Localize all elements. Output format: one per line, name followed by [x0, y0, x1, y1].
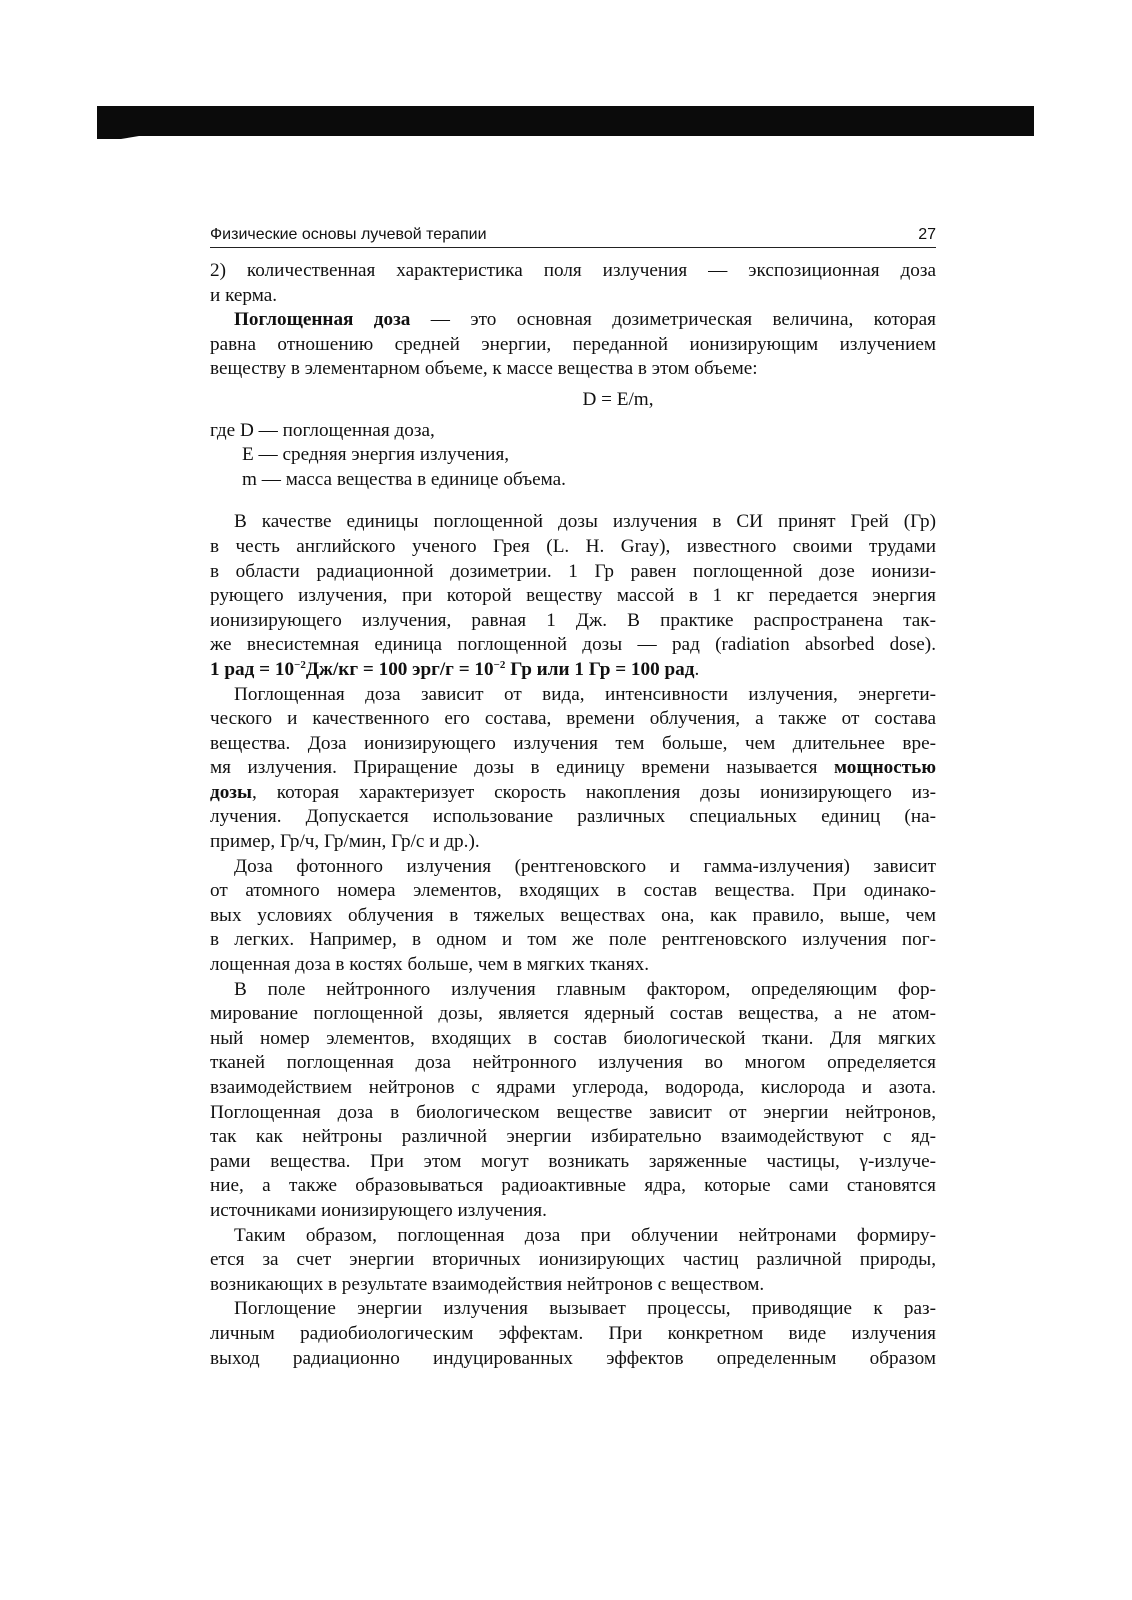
body-text: [210, 259, 936, 1371]
text-line: личным радиобиологическим эффектам. При конкретном виде излучения: [210, 1322, 936, 1344]
text-line: рующего излучения, при которой веществу массой в 1 кг передается энергия: [210, 585, 936, 607]
paragraph-4: [210, 683, 936, 855]
text-line: от атомного номера элементов, входящих в состав вещества. При одинако-: [210, 880, 936, 902]
text-line: Поглощенная доза в биологическом веществе зависит от энергии нейтронов,: [210, 1101, 936, 1123]
text-span: Гр или 1 Гр = 100 рад: [505, 658, 695, 680]
term-absorbed-dose: Поглощенная доза: [234, 309, 411, 331]
running-header-title: Физические основы лучевой терапии: [210, 226, 487, 243]
text-line: тканей поглощенная доза нейтронного излучения во многом определяется: [210, 1052, 936, 1074]
text-line: взаимодействием нейтронов с ядрами углерода, водорода, кислорода и азота.: [210, 1077, 936, 1098]
text-line: [210, 308, 936, 333]
text-line: Таким образом, поглощенная доза при облучении нейтронами формиру-: [234, 1224, 936, 1246]
text-span: мя излучения. Приращение дозы в единицу времени называется: [210, 757, 834, 779]
superscript: −2: [294, 658, 306, 671]
text-line: Поглощение энергии излучения вызывает процессы, приводящие к раз-: [234, 1298, 936, 1320]
paragraph-1: [210, 259, 936, 308]
unit-conversion-line: [210, 658, 936, 683]
text-line: Поглощенная доза зависит от вида, интенсивности излучения, энергети-: [234, 683, 936, 705]
text-line: возникающих в результате взаимодействия нейтронов с веществом.: [210, 1273, 765, 1295]
text-line: так как нейтроны различной энергии избирательно взаимодействуют с яд-: [210, 1126, 936, 1148]
text-line: В качестве единицы поглощенной дозы излучения в СИ принят Грей (Гр): [234, 511, 936, 533]
text-line: вещества. Доза ионизирующего излучения тем больше, чем длительнее вре-: [210, 732, 936, 754]
text-line: вых условиях облучения в тяжелых веществах она, как правило, выше, чем: [210, 904, 936, 926]
unit-conversion: [210, 659, 694, 680]
top-bar-notch: [97, 129, 157, 139]
text-span: 1 рад = 10: [210, 658, 295, 680]
running-header: [210, 223, 936, 248]
page-number: 27: [918, 226, 936, 243]
text-line: выход радиационно индуцированных эффектов определенным образом: [210, 1347, 936, 1369]
text-line: ется за счет энергии вторичных ионизирующих частиц различной природы,: [210, 1249, 936, 1271]
text-line: же внесистемная единица поглощенной дозы — рад (radiation absorbed dose).: [210, 634, 936, 656]
text-line: ние, а также образовываться радиоактивные ядра, которые сами становятся: [210, 1175, 936, 1197]
text-line: [210, 781, 936, 806]
term-dose-rate: мощностью: [833, 757, 936, 779]
legend-line: m — масса вещества в единице объема.: [242, 468, 566, 490]
paragraph-8: [210, 1297, 936, 1371]
paragraph-7: [210, 1224, 936, 1298]
legend-line: где D — поглощенная доза,: [210, 419, 435, 441]
spacer: [210, 492, 936, 510]
text-span: — это основная дозиметрическая величина, которая: [410, 309, 936, 331]
term-dose-rate-cont: дозы: [210, 781, 252, 803]
text-line: веществу в элементарном объеме, к массе вещества в этом объеме:: [210, 358, 758, 380]
text-line: ческого и качественного его состава, времени облучения, а также от состава: [210, 708, 936, 730]
paragraph-6: [210, 978, 936, 1224]
text-span: .: [694, 658, 700, 680]
paragraph-definition: [210, 308, 936, 382]
legend-line: E — средняя энергия излучения,: [242, 444, 510, 466]
text-line: Доза фотонного излучения (рентгеновского и гамма-излучения) зависит: [234, 855, 936, 877]
text-line: и керма.: [210, 284, 278, 306]
text-line: в честь английского ученого Грея (L. H. Gray), известного своими трудами: [210, 535, 936, 557]
top-decorative-bar: [97, 106, 1034, 136]
formula: D = E/m,: [582, 388, 654, 410]
text-line: ионизирующего излучения, равная 1 Дж. В практике распространена так-: [210, 609, 936, 631]
text-line: 2) количественная характеристика поля излучения — экспозиционная доза: [210, 260, 936, 281]
text-line: лучения. Допускается использование различных специальных единиц (на-: [210, 806, 936, 828]
text-line: [210, 756, 936, 781]
paragraph-3: [210, 510, 936, 682]
text-line: В поле нейтронного излучения главным фактором, определяющим фор-: [234, 978, 936, 1000]
text-line: рами вещества. При этом могут возникать заряженные частицы, γ-излуче-: [210, 1150, 936, 1172]
text-line: пример, Гр/ч, Гр/мин, Гр/с и др.).: [210, 831, 480, 853]
text-line: равна отношению средней энергии, переданной ионизирующим излучением: [210, 333, 936, 355]
paragraph-5: [210, 855, 936, 978]
text-span: Дж/кг = 100 эрг/г = 10: [305, 658, 494, 680]
text-line: мирование поглощенной дозы, является ядерный состав вещества, а не атом-: [210, 1003, 936, 1025]
text-line: лощенная доза в костях больше, чем в мягких тканях.: [210, 954, 650, 976]
text-line: в легких. Например, в одном и том же поле рентгеновского излучения пог-: [210, 929, 936, 951]
text-span: , которая характеризует скорость накопления дозы ионизирующего из-: [252, 781, 936, 803]
formula-legend: [210, 419, 936, 493]
superscript: −2: [493, 658, 506, 671]
text-line: в области радиационной дозиметрии. 1 Гр равен поглощенной дозе ионизи-: [210, 560, 936, 582]
text-line: источниками ионизирующего излучения.: [210, 1199, 547, 1221]
text-line: ный номер элементов, входящих в состав биологической ткани. Для мягких: [210, 1027, 936, 1049]
